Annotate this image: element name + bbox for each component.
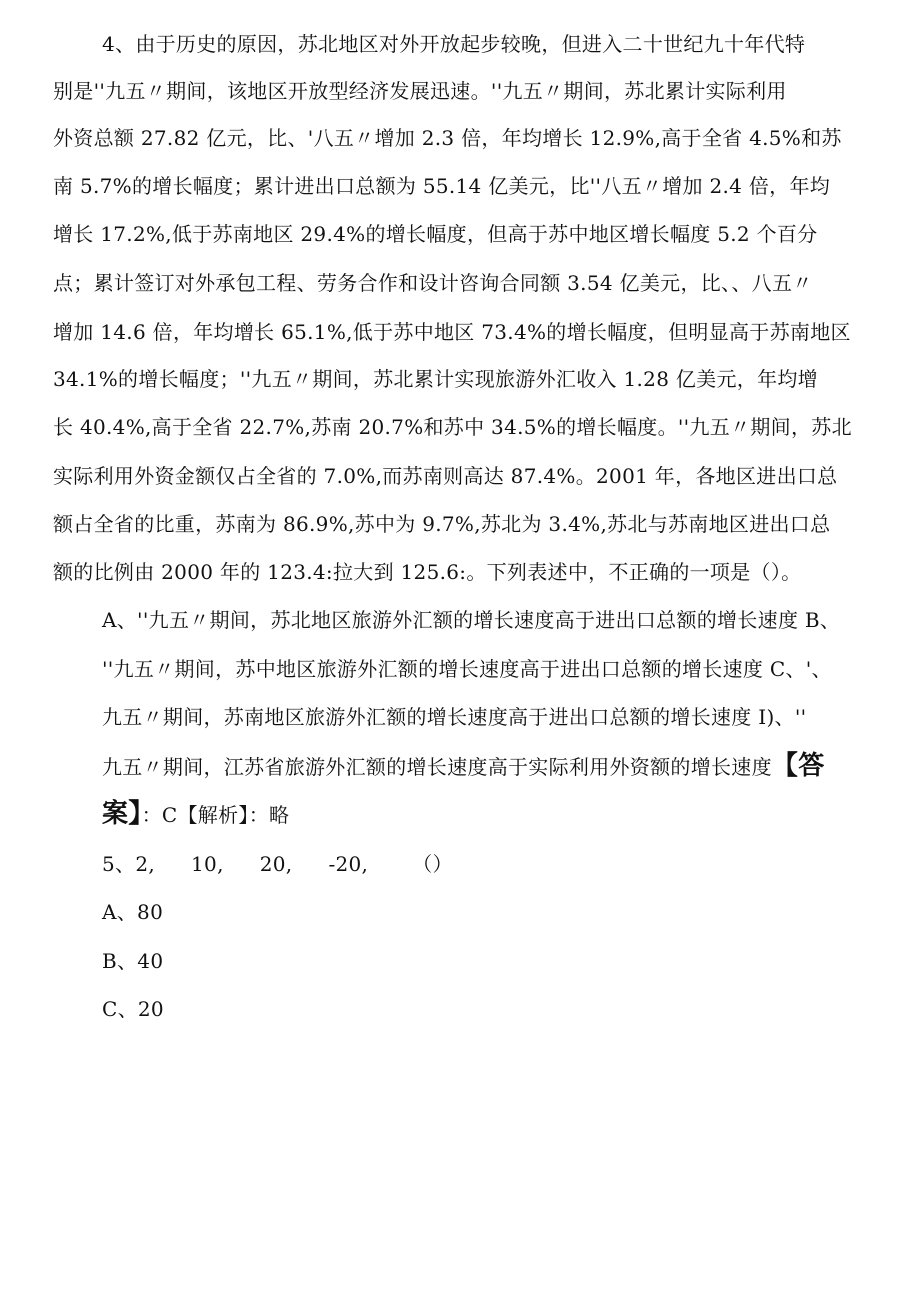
q4-line-10: 实际利用外资金额仅占全省的 7.0%,而苏南则高达 87.4%。2001 年，各地区进出口总 bbox=[53, 464, 838, 488]
q4-line-6: 点；累计签订对外承包工程、劳务合作和设计咨询合同额 3.54 亿美元，比、、八五〃 bbox=[53, 271, 813, 295]
q4-line-4: 南 5.7%的增长幅度；累计进出口总额为 55.14 亿美元，比''八五〃增加 2.4 倍，年均 bbox=[53, 174, 831, 198]
q5-option-a: A、80 bbox=[102, 900, 164, 924]
q5-option-c: C、20 bbox=[102, 997, 164, 1021]
q4-line-3: 外资总额 27.82 亿元，比、'八五〃增加 2.3 倍，年均增长 12.9%,高于全省 4.5%和苏 bbox=[53, 126, 842, 150]
q4-option-d-text: 九五〃期间，江苏省旅游外汇额的增长速度高于实际利用外资额的增长速度 bbox=[102, 755, 772, 779]
answer-bracket-open: 【答 bbox=[771, 751, 825, 781]
q4-line-8: 34.1%的增长幅度；''九五〃期间，苏北累计实现旅游外汇收入 1.28 亿美元，年均增 bbox=[53, 367, 818, 391]
q4-line-9: 长 40.4%,高于全省 22.7%,苏南 20.7%和苏中 34.5%的增长幅度。''九五〃期间，苏北 bbox=[53, 415, 852, 439]
q5-option-b: B、40 bbox=[102, 949, 164, 973]
q4-line-5: 增长 17.2%,低于苏南地区 29.4%的增长幅度，但高于苏中地区增长幅度 5.2 个百分 bbox=[53, 222, 818, 246]
q5-seq-4: -20, bbox=[328, 852, 369, 876]
q5-stem bbox=[102, 850, 453, 878]
q4-options-line-3: 九五〃期间，苏南地区旅游外汇额的增长速度高于进出口总额的增长速度 I)、'' bbox=[102, 705, 807, 729]
q4-line-11: 额占全省的比重，苏南为 86.9%,苏中为 9.7%,苏北为 3.4%,苏北与苏南地区进出口总 bbox=[53, 512, 831, 536]
q4-options-line-4 bbox=[102, 752, 825, 781]
q4-options-line-2: ''九五〃期间，苏中地区旅游外汇额的增长速度高于进出口总额的增长速度 C、'、 bbox=[102, 657, 832, 681]
q5-seq-1: 5、2, bbox=[102, 852, 156, 876]
q4-line-2: 别是''九五〃期间，该地区开放型经济发展迅速。''九五〃期间，苏北累计实际利用 bbox=[53, 79, 787, 103]
q5-seq-3: 20, bbox=[259, 852, 293, 876]
answer-text: ：C【解析】：略 bbox=[141, 803, 290, 827]
q5-seq-2: 10, bbox=[191, 852, 224, 876]
q4-line-7: 增加 14.6 倍，年均增长 65.1%,低于苏中地区 73.4%的增长幅度，但明显高于苏南地区 bbox=[53, 320, 851, 344]
answer-line bbox=[102, 800, 289, 829]
q5-blank: （） bbox=[412, 852, 453, 876]
q4-options-line-1: A、''九五〃期间，苏北地区旅游外汇额的增长速度高于进出口总额的增长速度 B、 bbox=[102, 608, 841, 632]
answer-bracket-close: 案】 bbox=[102, 799, 142, 829]
q4-line-1: 4、由于历史的原因，苏北地区对外开放起步较晚，但进入二十世纪九十年代特 bbox=[102, 32, 806, 56]
q4-line-12: 额的比例由 2000 年的 123.4:拉大到 125.6:。下列表述中，不正确的一项是（）。 bbox=[53, 560, 802, 584]
